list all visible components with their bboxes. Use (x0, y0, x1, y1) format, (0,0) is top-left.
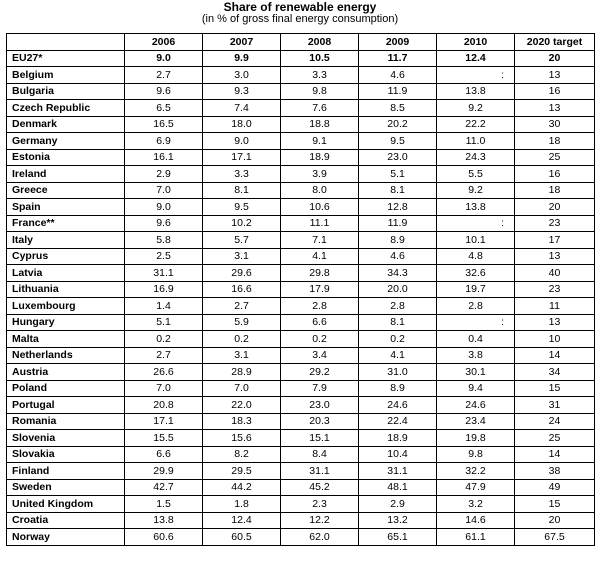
value-cell: 15.1 (281, 430, 359, 447)
value-cell: 9.5 (203, 199, 281, 216)
value-cell: 17.9 (281, 281, 359, 298)
value-cell: 2.7 (125, 347, 203, 364)
value-cell: 7.6 (281, 100, 359, 117)
value-cell: 3.2 (437, 496, 515, 513)
value-cell: 3.1 (203, 248, 281, 265)
target-cell: 13 (515, 67, 595, 84)
table-row (7, 463, 595, 480)
table-row (7, 100, 595, 117)
value-cell: 60.6 (125, 529, 203, 546)
value-cell: 42.7 (125, 479, 203, 496)
value-cell: 14.6 (437, 512, 515, 529)
value-cell: 9.8 (281, 83, 359, 100)
value-cell: 17.1 (125, 413, 203, 430)
country-name-cell: Denmark (7, 116, 125, 133)
value-cell: 5.9 (203, 314, 281, 331)
value-cell: 0.2 (125, 331, 203, 348)
value-cell: 11.1 (281, 215, 359, 232)
target-cell: 15 (515, 496, 595, 513)
value-cell: 12.2 (281, 512, 359, 529)
table-row (7, 149, 595, 166)
value-cell: 13.2 (359, 512, 437, 529)
value-cell: 5.7 (203, 232, 281, 249)
value-cell: 9.4 (437, 380, 515, 397)
value-cell: 60.5 (203, 529, 281, 546)
column-header-2009: 2009 (359, 34, 437, 51)
target-cell: 20 (515, 199, 595, 216)
value-cell: 4.1 (359, 347, 437, 364)
table-title: Share of renewable energy (223, 0, 377, 14)
value-cell: 3.3 (281, 67, 359, 84)
value-cell: 29.5 (203, 463, 281, 480)
country-name-cell: Hungary (7, 314, 125, 331)
value-cell: 8.1 (359, 182, 437, 199)
column-header-2020-target: 2020 target (515, 34, 595, 51)
target-cell: 16 (515, 83, 595, 100)
value-cell: 16.6 (203, 281, 281, 298)
value-cell: 10.1 (437, 232, 515, 249)
value-cell: 10.2 (203, 215, 281, 232)
target-cell: 20 (515, 512, 595, 529)
value-cell: 6.5 (125, 100, 203, 117)
country-name-cell: Bulgaria (7, 83, 125, 100)
country-name-cell: Croatia (7, 512, 125, 529)
table-row (7, 116, 595, 133)
value-cell: 18.9 (359, 430, 437, 447)
value-cell: 23.0 (359, 149, 437, 166)
target-cell: 31 (515, 397, 595, 414)
value-cell: 3.1 (203, 347, 281, 364)
value-cell: 9.5 (359, 133, 437, 150)
country-name-cell: Spain (7, 199, 125, 216)
target-cell: 11 (515, 298, 595, 315)
value-cell: 6.6 (125, 446, 203, 463)
target-cell: 24 (515, 413, 595, 430)
value-cell: 4.1 (281, 248, 359, 265)
country-name-cell: Italy (7, 232, 125, 249)
country-name-cell: United Kingdom (7, 496, 125, 513)
table-row (7, 248, 595, 265)
value-cell: 11.0 (437, 133, 515, 150)
value-cell: 29.8 (281, 265, 359, 282)
value-cell: 2.9 (359, 496, 437, 513)
value-cell: 7.0 (125, 380, 203, 397)
value-cell: 2.9 (125, 166, 203, 183)
country-name-cell: Slovenia (7, 430, 125, 447)
table-row (7, 314, 595, 331)
value-cell: 9.8 (437, 446, 515, 463)
value-cell: 17.1 (203, 149, 281, 166)
value-cell: 16.5 (125, 116, 203, 133)
value-cell: 11.9 (359, 83, 437, 100)
value-cell: 22.4 (359, 413, 437, 430)
table-row (7, 199, 595, 216)
table-row (7, 496, 595, 513)
value-cell: 34.3 (359, 265, 437, 282)
value-cell: 48.1 (359, 479, 437, 496)
table-row (7, 166, 595, 183)
value-cell: 61.1 (437, 529, 515, 546)
value-cell: 12.4 (203, 512, 281, 529)
country-name-cell: Cyprus (7, 248, 125, 265)
country-name-cell: Latvia (7, 265, 125, 282)
value-cell: 0.4 (437, 331, 515, 348)
value-cell: 20.0 (359, 281, 437, 298)
value-cell: 5.1 (359, 166, 437, 183)
value-cell: 22.0 (203, 397, 281, 414)
target-cell: 18 (515, 182, 595, 199)
value-cell: 12.8 (359, 199, 437, 216)
value-cell: 12.4 (437, 50, 515, 67)
value-cell: 5.1 (125, 314, 203, 331)
value-cell: 9.6 (125, 83, 203, 100)
target-cell: 13 (515, 314, 595, 331)
value-cell: 29.2 (281, 364, 359, 381)
value-cell: 11.9 (359, 215, 437, 232)
table-row (7, 83, 595, 100)
value-cell: 31.1 (281, 463, 359, 480)
value-cell: : (437, 215, 515, 232)
table-row (7, 413, 595, 430)
value-cell: 10.4 (359, 446, 437, 463)
value-cell: 15.6 (203, 430, 281, 447)
value-cell: 23.0 (281, 397, 359, 414)
target-cell: 14 (515, 446, 595, 463)
value-cell: 13.8 (437, 199, 515, 216)
value-cell: : (437, 314, 515, 331)
value-cell: 4.8 (437, 248, 515, 265)
column-header-2007: 2007 (203, 34, 281, 51)
value-cell: 24.6 (359, 397, 437, 414)
value-cell: 9.3 (203, 83, 281, 100)
value-cell: 20.2 (359, 116, 437, 133)
target-cell: 13 (515, 100, 595, 117)
country-name-cell: Ireland (7, 166, 125, 183)
value-cell: 8.9 (359, 380, 437, 397)
value-cell: 1.5 (125, 496, 203, 513)
target-cell: 23 (515, 215, 595, 232)
value-cell: 4.6 (359, 248, 437, 265)
value-cell: 3.3 (203, 166, 281, 183)
value-cell: : (437, 67, 515, 84)
target-cell: 10 (515, 331, 595, 348)
value-cell: 29.6 (203, 265, 281, 282)
target-cell: 20 (515, 50, 595, 67)
table-row (7, 182, 595, 199)
value-cell: 8.1 (359, 314, 437, 331)
value-cell: 18.8 (281, 116, 359, 133)
value-cell: 44.2 (203, 479, 281, 496)
value-cell: 13.8 (125, 512, 203, 529)
value-cell: 6.9 (125, 133, 203, 150)
table-row (7, 479, 595, 496)
value-cell: 2.5 (125, 248, 203, 265)
target-cell: 14 (515, 347, 595, 364)
value-cell: 24.6 (437, 397, 515, 414)
country-name-cell: Lithuania (7, 281, 125, 298)
table-row (7, 331, 595, 348)
value-cell: 7.9 (281, 380, 359, 397)
target-cell: 17 (515, 232, 595, 249)
value-cell: 2.7 (125, 67, 203, 84)
value-cell: 15.5 (125, 430, 203, 447)
value-cell: 8.5 (359, 100, 437, 117)
value-cell: 23.4 (437, 413, 515, 430)
country-name-cell: France** (7, 215, 125, 232)
value-cell: 5.5 (437, 166, 515, 183)
value-cell: 9.0 (125, 50, 203, 67)
value-cell: 7.0 (125, 182, 203, 199)
table-row (7, 265, 595, 282)
target-cell: 40 (515, 265, 595, 282)
target-cell: 13 (515, 248, 595, 265)
column-header-2008: 2008 (281, 34, 359, 51)
value-cell: 9.1 (281, 133, 359, 150)
country-name-cell: Sweden (7, 479, 125, 496)
target-cell: 25 (515, 149, 595, 166)
value-cell: 65.1 (359, 529, 437, 546)
table-row (7, 232, 595, 249)
value-cell: 32.2 (437, 463, 515, 480)
target-cell: 34 (515, 364, 595, 381)
country-name-cell: Greece (7, 182, 125, 199)
country-name-cell: Czech Republic (7, 100, 125, 117)
target-cell: 30 (515, 116, 595, 133)
country-name-cell: Slovakia (7, 446, 125, 463)
value-cell: 1.4 (125, 298, 203, 315)
value-cell: 9.0 (125, 199, 203, 216)
value-cell: 32.6 (437, 265, 515, 282)
value-cell: 8.1 (203, 182, 281, 199)
country-name-cell: Finland (7, 463, 125, 480)
table-row (7, 380, 595, 397)
value-cell: 2.3 (281, 496, 359, 513)
value-cell: 18.3 (203, 413, 281, 430)
value-cell: 7.0 (203, 380, 281, 397)
table-row (7, 298, 595, 315)
country-name-cell: Norway (7, 529, 125, 546)
country-name-cell: Malta (7, 331, 125, 348)
value-cell: 62.0 (281, 529, 359, 546)
value-cell: 8.0 (281, 182, 359, 199)
column-header-country (7, 34, 125, 51)
value-cell: 8.9 (359, 232, 437, 249)
value-cell: 1.8 (203, 496, 281, 513)
value-cell: 7.4 (203, 100, 281, 117)
value-cell: 16.1 (125, 149, 203, 166)
column-header-2006: 2006 (125, 34, 203, 51)
target-cell: 15 (515, 380, 595, 397)
target-cell: 25 (515, 430, 595, 447)
value-cell: 19.8 (437, 430, 515, 447)
country-name-cell: Estonia (7, 149, 125, 166)
table-row (7, 446, 595, 463)
value-cell: 10.6 (281, 199, 359, 216)
country-name-cell: Austria (7, 364, 125, 381)
table-row (7, 529, 595, 546)
value-cell: 20.8 (125, 397, 203, 414)
value-cell: 18.0 (203, 116, 281, 133)
country-name-cell: Germany (7, 133, 125, 150)
value-cell: 13.8 (437, 83, 515, 100)
value-cell: 28.9 (203, 364, 281, 381)
renewable-energy-table (6, 33, 595, 546)
target-cell: 38 (515, 463, 595, 480)
target-cell: 67.5 (515, 529, 595, 546)
country-name-cell: Netherlands (7, 347, 125, 364)
value-cell: 9.6 (125, 215, 203, 232)
table-row (7, 364, 595, 381)
table-row (7, 50, 595, 67)
target-cell: 49 (515, 479, 595, 496)
value-cell: 3.8 (437, 347, 515, 364)
value-cell: 6.6 (281, 314, 359, 331)
value-cell: 31.1 (359, 463, 437, 480)
value-cell: 3.0 (203, 67, 281, 84)
table-row (7, 430, 595, 447)
value-cell: 7.1 (281, 232, 359, 249)
country-name-cell: Luxembourg (7, 298, 125, 315)
value-cell: 3.9 (281, 166, 359, 183)
value-cell: 2.7 (203, 298, 281, 315)
country-name-cell: EU27* (7, 50, 125, 67)
value-cell: 9.2 (437, 100, 515, 117)
value-cell: 16.9 (125, 281, 203, 298)
value-cell: 45.2 (281, 479, 359, 496)
table-row (7, 215, 595, 232)
value-cell: 0.2 (281, 331, 359, 348)
value-cell: 22.2 (437, 116, 515, 133)
value-cell: 18.9 (281, 149, 359, 166)
value-cell: 20.3 (281, 413, 359, 430)
value-cell: 8.4 (281, 446, 359, 463)
value-cell: 9.2 (437, 182, 515, 199)
table-row (7, 133, 595, 150)
value-cell: 9.9 (203, 50, 281, 67)
table-row (7, 281, 595, 298)
value-cell: 19.7 (437, 281, 515, 298)
target-cell: 16 (515, 166, 595, 183)
value-cell: 29.9 (125, 463, 203, 480)
table-row (7, 347, 595, 364)
value-cell: 2.8 (281, 298, 359, 315)
table-row (7, 397, 595, 414)
value-cell: 31.1 (125, 265, 203, 282)
value-cell: 2.8 (437, 298, 515, 315)
value-cell: 10.5 (281, 50, 359, 67)
table-row (7, 67, 595, 84)
value-cell: 30.1 (437, 364, 515, 381)
column-header-2010: 2010 (437, 34, 515, 51)
value-cell: 31.0 (359, 364, 437, 381)
value-cell: 11.7 (359, 50, 437, 67)
value-cell: 8.2 (203, 446, 281, 463)
value-cell: 26.6 (125, 364, 203, 381)
country-name-cell: Belgium (7, 67, 125, 84)
value-cell: 0.2 (359, 331, 437, 348)
value-cell: 47.9 (437, 479, 515, 496)
table-subtitle: (in % of gross final energy consumption) (201, 13, 399, 25)
value-cell: 5.8 (125, 232, 203, 249)
table-body (7, 50, 595, 545)
value-cell: 0.2 (203, 331, 281, 348)
target-cell: 18 (515, 133, 595, 150)
value-cell: 3.4 (281, 347, 359, 364)
value-cell: 9.0 (203, 133, 281, 150)
value-cell: 4.6 (359, 67, 437, 84)
country-name-cell: Romania (7, 413, 125, 430)
header-row (7, 34, 595, 51)
table-row (7, 512, 595, 529)
value-cell: 24.3 (437, 149, 515, 166)
country-name-cell: Poland (7, 380, 125, 397)
value-cell: 2.8 (359, 298, 437, 315)
country-name-cell: Portugal (7, 397, 125, 414)
target-cell: 23 (515, 281, 595, 298)
